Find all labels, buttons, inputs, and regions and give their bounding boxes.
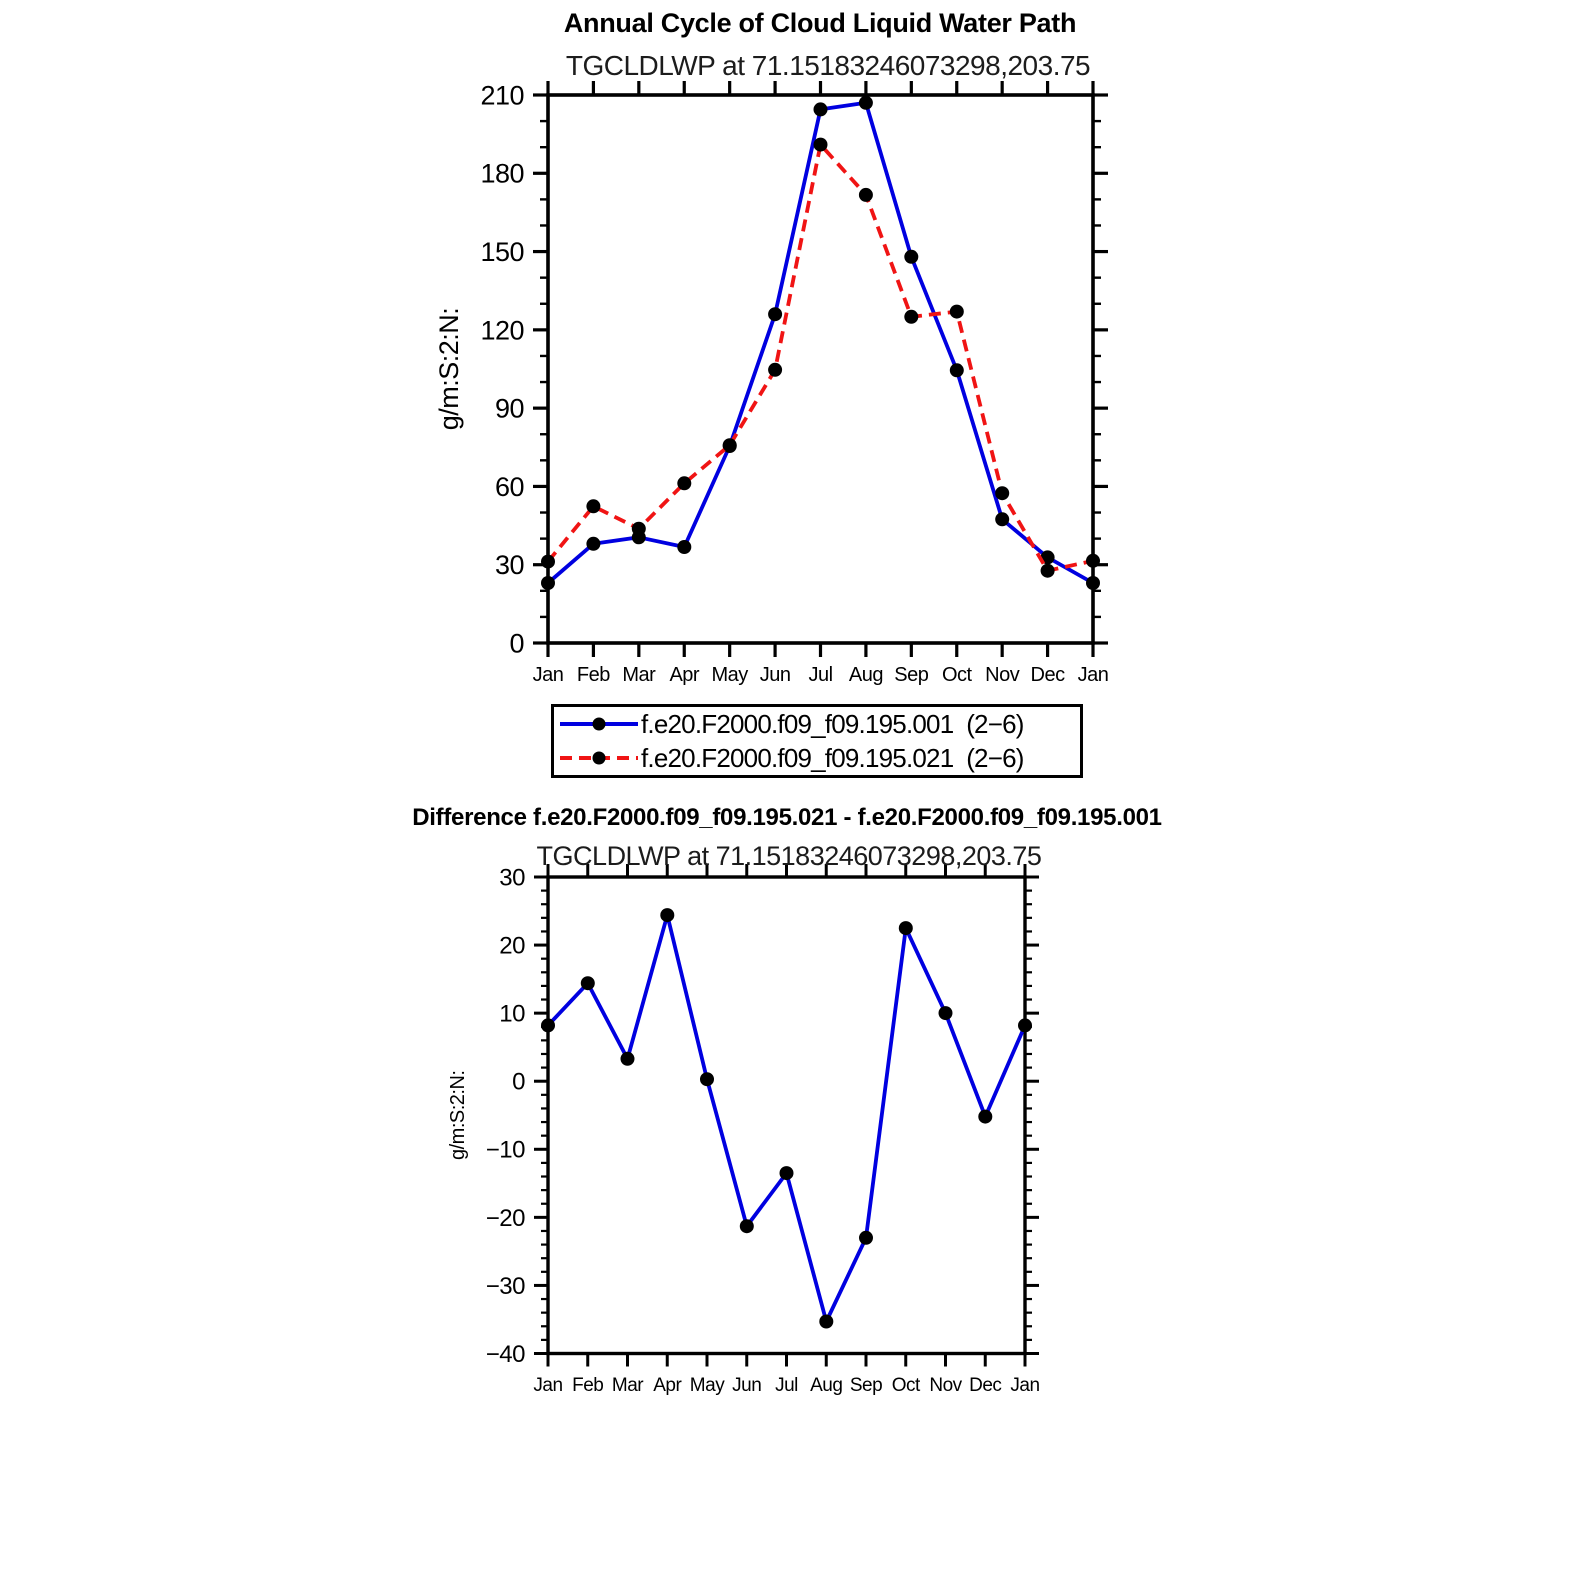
difference-plot: [447, 864, 1040, 1396]
y-tick-label: −20: [485, 1204, 525, 1232]
y-tick-label: 10: [499, 1000, 525, 1028]
legend-label-021: f.e20.F2000.f09_f09.195.021 (2−6): [641, 742, 1024, 773]
legend-box: [551, 704, 1083, 778]
legend-line-solid-icon: [560, 707, 638, 741]
y-tick-label: 20: [499, 932, 525, 960]
month-label: Apr: [669, 664, 700, 686]
x-axis-ticks: [533, 864, 1039, 1396]
data-point-marker: [660, 908, 674, 922]
y-tick-label: 150: [480, 237, 524, 268]
month-label: Jun: [732, 1375, 762, 1396]
y-axis-label: g/m:S:2:N:: [434, 307, 464, 431]
data-point-marker: [819, 1315, 833, 1329]
data-point-marker: [1018, 1018, 1032, 1032]
legend-row-001: [554, 707, 1080, 741]
data-point-marker: [899, 921, 913, 935]
data-point-marker: [978, 1110, 992, 1124]
y-tick-label: 120: [480, 315, 524, 346]
month-label: Aug: [848, 664, 883, 686]
month-label: Jul: [775, 1375, 798, 1396]
month-label: Oct: [891, 1375, 920, 1396]
legend-row-021: [554, 741, 1080, 775]
data-point-marker: [1041, 564, 1055, 578]
data-point-marker: [768, 363, 782, 377]
x-axis-ticks: [533, 81, 1109, 686]
month-label: Jan: [1010, 1375, 1040, 1396]
data-point-marker: [814, 138, 828, 152]
y-tick-label: −30: [485, 1272, 525, 1300]
data-point-marker: [632, 522, 646, 536]
month-label: Feb: [572, 1375, 604, 1396]
y-tick-label: −10: [485, 1136, 525, 1164]
plot-frame: [548, 95, 1093, 643]
month-label: Jan: [1077, 664, 1109, 686]
plot-frame: [548, 877, 1025, 1354]
data-point-marker: [740, 1219, 754, 1233]
data-point-marker: [859, 188, 873, 202]
data-point-marker: [904, 250, 918, 264]
y-tick-label: 210: [480, 80, 524, 111]
month-label: Sep: [894, 664, 929, 686]
legend-line-dashed-icon: [560, 741, 638, 775]
data-point-marker: [950, 363, 964, 377]
data-point-marker: [939, 1006, 953, 1020]
y-axis-ticks: [486, 864, 1039, 1368]
y-tick-label: 180: [480, 158, 524, 189]
data-point-marker: [859, 96, 873, 110]
y-tick-label: −40: [485, 1340, 525, 1368]
y-tick-label: 30: [494, 550, 524, 581]
y-tick-label: 0: [512, 1068, 525, 1096]
month-label: Feb: [576, 664, 610, 686]
series-line-0: [548, 915, 1025, 1321]
data-point-marker: [621, 1052, 635, 1066]
month-label: Apr: [653, 1375, 682, 1396]
month-label: Dec: [969, 1375, 1002, 1396]
month-label: Nov: [929, 1375, 962, 1396]
bottom-chart-title: Difference f.e20.F2000.f09_f09.195.021 - f.e20.F2000.f09_f09.195.001: [412, 804, 1162, 831]
data-point-marker: [1086, 554, 1100, 568]
annual-cycle-plot: [434, 80, 1108, 686]
data-point-marker: [700, 1072, 714, 1086]
data-point-marker: [859, 1231, 873, 1245]
month-label: Mar: [622, 664, 656, 686]
month-label: Oct: [941, 664, 972, 686]
month-label: Jun: [759, 664, 791, 686]
month-label: May: [711, 664, 748, 686]
data-point-marker: [581, 976, 595, 990]
data-point-marker: [780, 1166, 794, 1180]
month-label: Jan: [532, 664, 564, 686]
y-tick-label: 30: [499, 864, 525, 892]
data-point-marker: [768, 307, 782, 321]
data-point-marker: [677, 540, 691, 554]
y-tick-label: 0: [509, 628, 524, 659]
month-label: Jul: [808, 664, 833, 686]
data-point-marker: [677, 476, 691, 490]
month-label: Sep: [849, 1375, 883, 1396]
y-axis-ticks: [480, 80, 1108, 658]
month-label: Mar: [611, 1375, 644, 1396]
data-point-marker: [586, 537, 600, 551]
data-point-marker: [1086, 576, 1100, 590]
data-point-marker: [586, 499, 600, 513]
top-chart-subtitle: TGCLDLWP at 71.15183246073298,203.75: [565, 50, 1091, 81]
bottom-chart-subtitle: TGCLDLWP at 71.15183246073298,203.75: [536, 841, 1042, 871]
month-label: Aug: [810, 1375, 843, 1396]
month-label: Nov: [985, 664, 1020, 686]
data-point-marker: [541, 1018, 555, 1032]
y-tick-label: 90: [494, 393, 524, 424]
month-label: May: [689, 1375, 725, 1396]
data-point-marker: [950, 305, 964, 319]
data-point-marker: [541, 576, 555, 590]
data-point-marker: [904, 310, 918, 324]
data-point-marker: [541, 555, 555, 569]
month-label: Dec: [1030, 664, 1065, 686]
y-tick-label: 60: [494, 471, 524, 502]
top-chart-title: Annual Cycle of Cloud Liquid Water Path: [563, 8, 1077, 38]
data-point-marker: [814, 102, 828, 116]
data-point-marker: [995, 486, 1009, 500]
month-label: Jan: [533, 1375, 563, 1396]
series-line-1: [548, 145, 1093, 571]
y-axis-label: g/m:S:2:N:: [447, 1070, 469, 1160]
data-point-marker: [723, 438, 737, 452]
legend-label-001: f.e20.F2000.f09_f09.195.001 (2−6): [641, 708, 1024, 739]
data-point-marker: [995, 512, 1009, 526]
